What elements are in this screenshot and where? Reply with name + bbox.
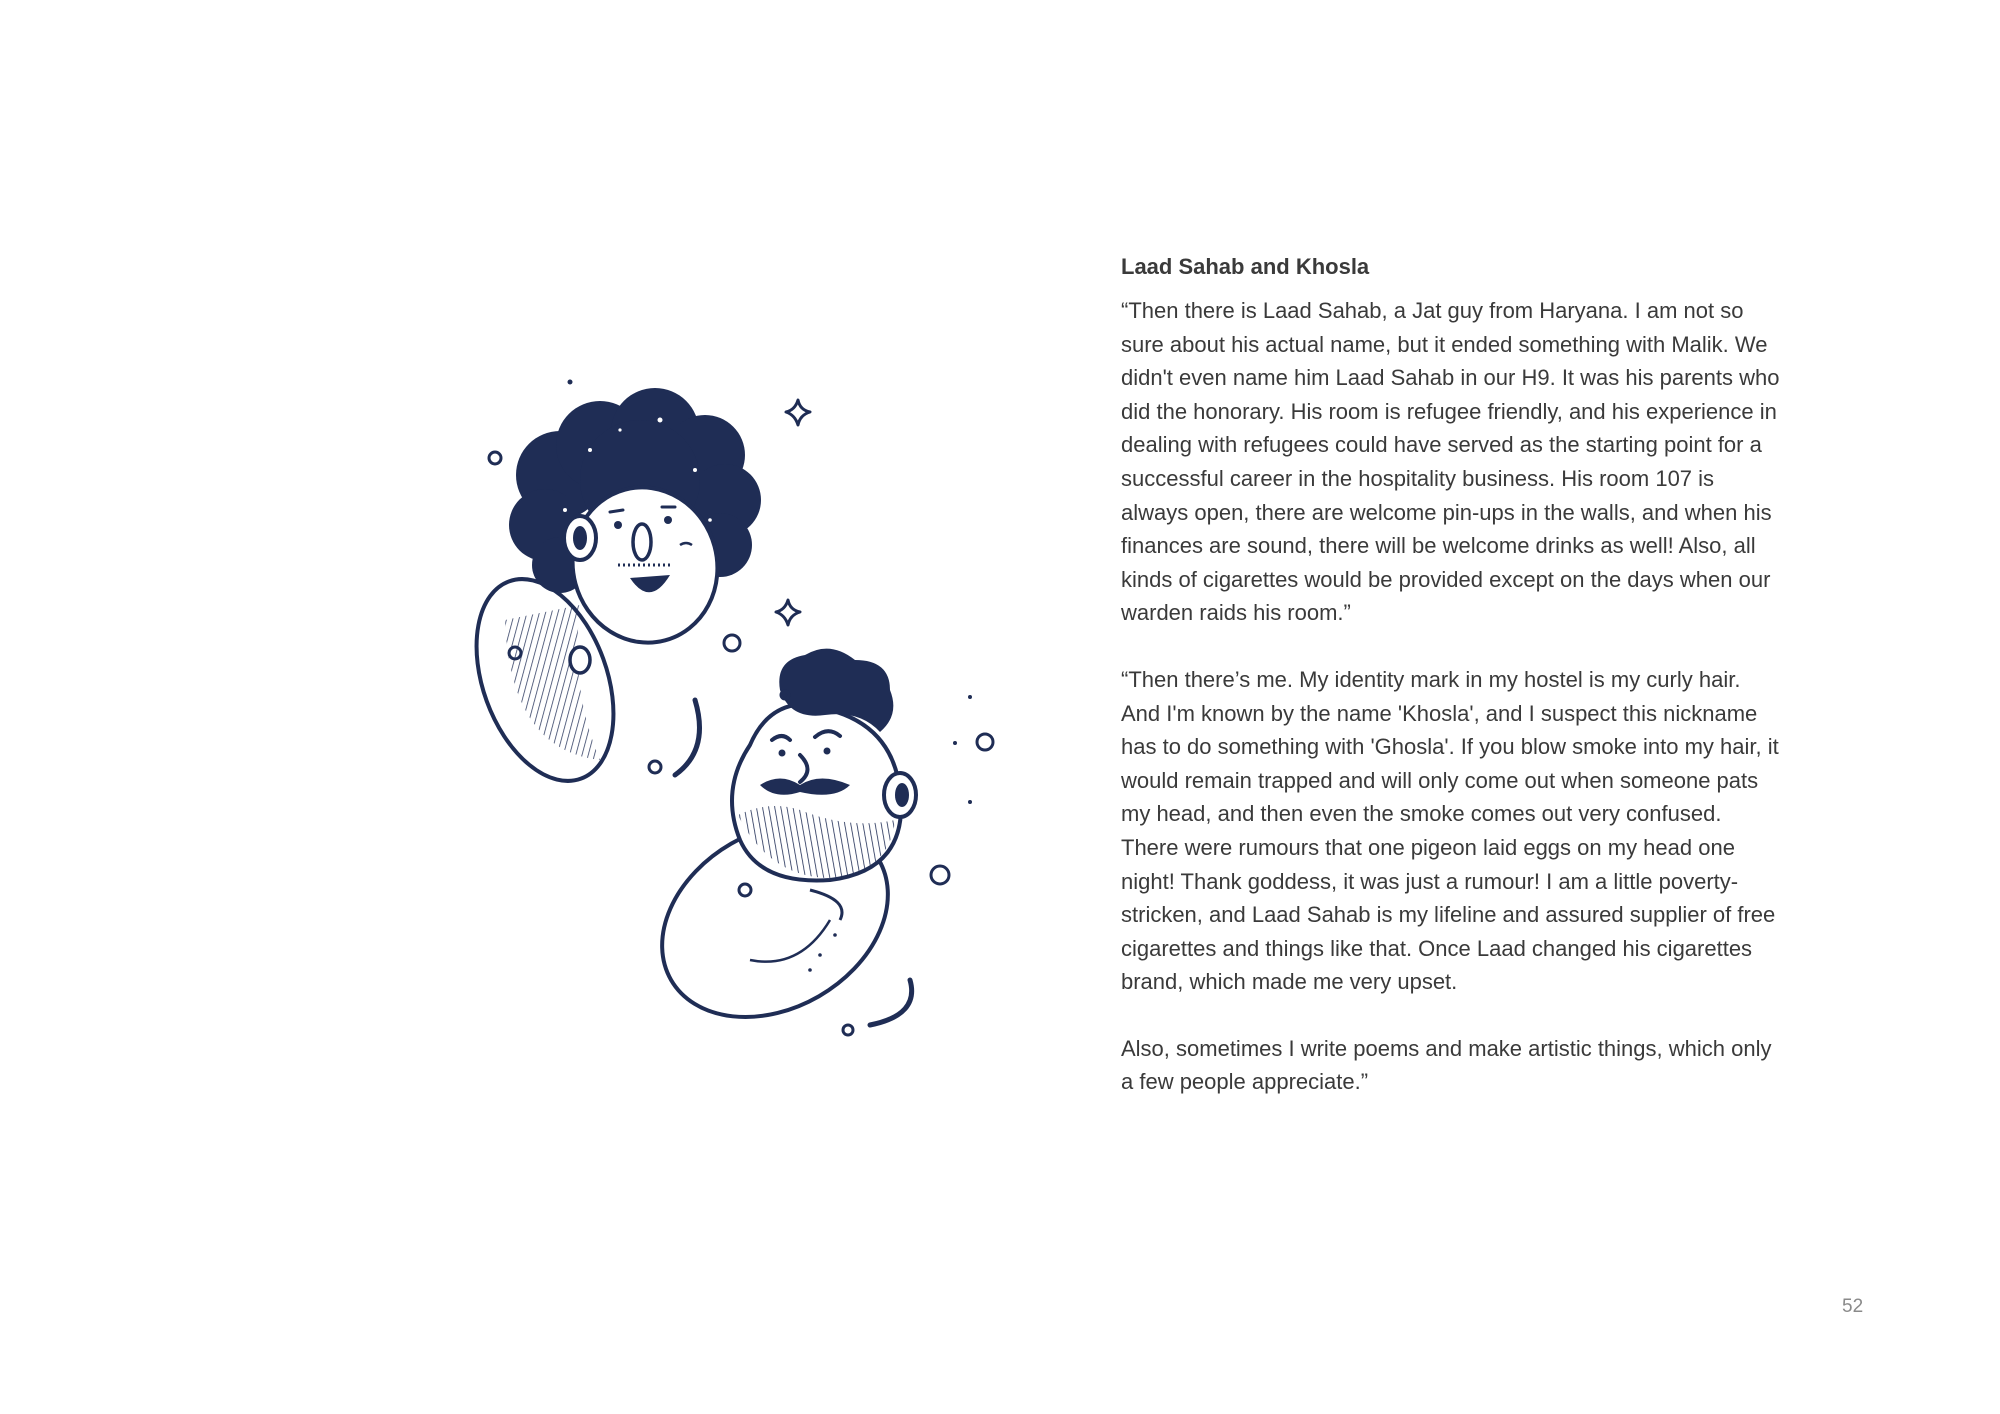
moustache-figure-face: [732, 649, 916, 881]
moustache-figure: [627, 649, 923, 1057]
paragraph-khosla: “Then there’s me. My identity mark in my hostel is my curly hair. And I'm known by the name 'Khosla', and I suspect this nickname has to do something with 'Ghosla'. If you blow smoke into my hair, it would remain trapped and will only come out when someone pats my head, and then even the smoke comes out very confused. There were rumours that one pigeon laid eggs on my head one night! Thank goddess, it was just a rumour! I am a little poverty-stricken, and Laad Sahab is my lifeline and assured supplier of free cigarettes and things like that. Once Laad changed his cigarettes brand, which made me very upset.: [1121, 666, 1779, 995]
two-friends-illustration: [470, 360, 1010, 1060]
curly-hair-figure: [470, 388, 761, 800]
page-number: 52: [1842, 1296, 1864, 1317]
paragraph-laad-sahab: “Then there is Laad Sahab, a Jat guy from Haryana. I am not so sure about his actual name, but it ended something with Malik. We didn't even name him Laad Sahab in our H9. It was his parents who did the honorary. His room is refugee friendly, and his experience in dealing with refugees could have served as the starting point for a successful career in the hospitality business. His room 107 is always open, there are welcome pin-ups in the walls, and when his finances are sound, there will be welcome drinks as well! Also, all kinds of cigarettes would be provided except on the days when our warden raids his room.”: [1121, 298, 1780, 626]
text-column: [1121, 250, 1781, 1132]
paragraph-closing: Also, sometimes I write poems and make artistic things, which only a few people appreciate.”: [1121, 1035, 1772, 1095]
sparkle-icon: [776, 400, 810, 625]
section-title: Laad Sahab and Khosla: [1121, 254, 1370, 279]
